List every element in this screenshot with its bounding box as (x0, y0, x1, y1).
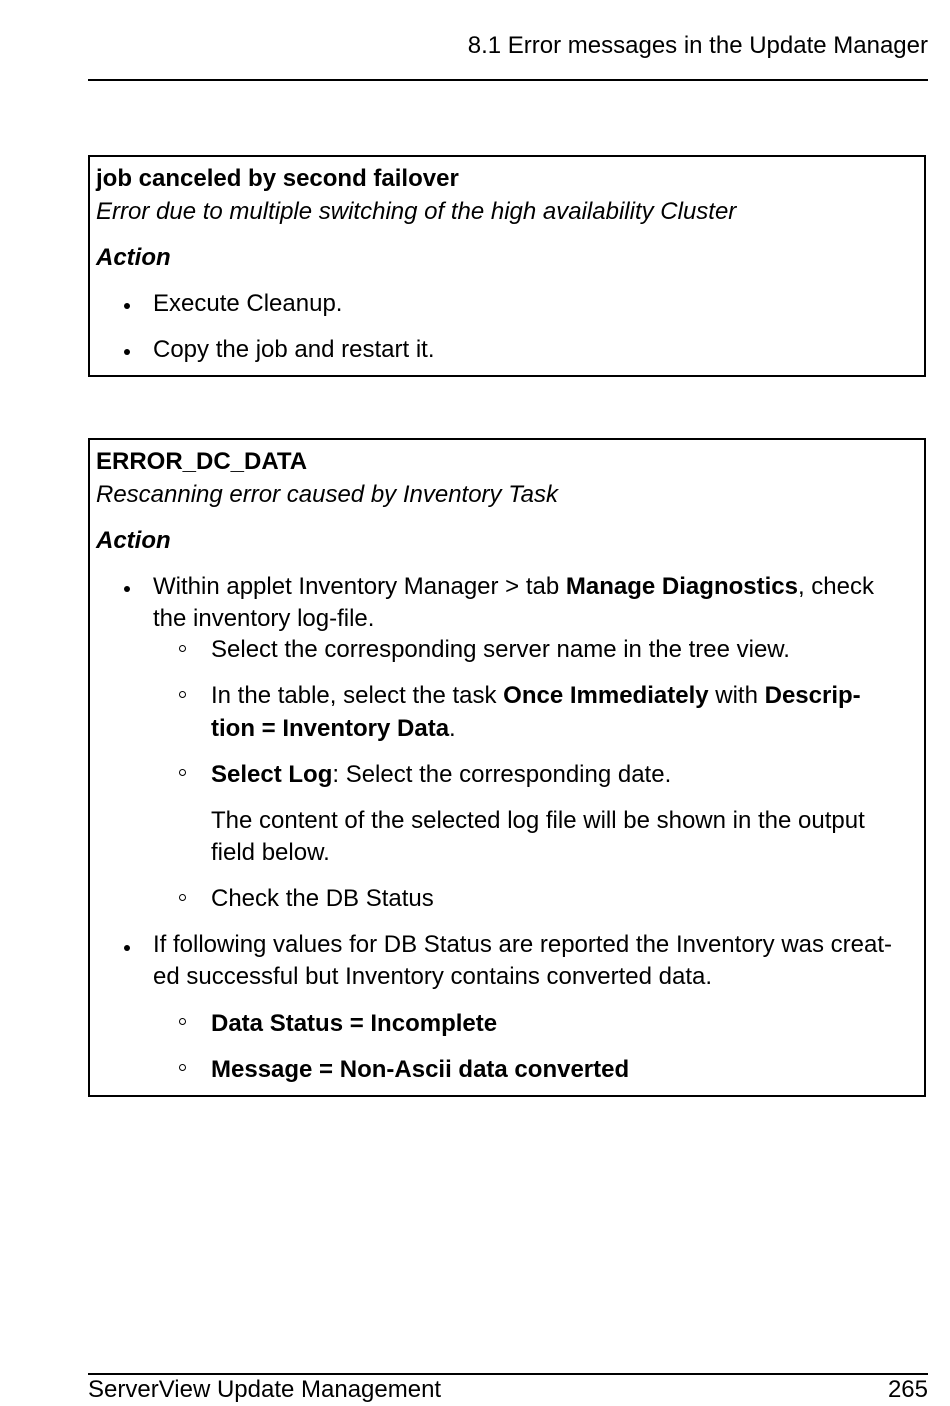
action-heading: Action (96, 527, 171, 554)
bullet-icon (124, 586, 130, 592)
sub-bullet-icon (179, 769, 186, 776)
bullet-icon (124, 303, 130, 309)
action-item-text: the inventory log-file. (153, 605, 375, 632)
sub-bullet-icon (179, 645, 186, 652)
error-description: Error due to multiple switching of the high availability Cluster (96, 198, 737, 225)
footer-doc-title: ServerView Update Management (88, 1376, 442, 1403)
page-number: 265 (887, 1376, 928, 1403)
error-description: Rescanning error caused by Inventory Task (96, 481, 559, 508)
action-item-text: ed successful but Inventory contains converted data. (153, 963, 712, 990)
action-item: Execute Cleanup. (153, 290, 343, 317)
error-title: ERROR_DC_DATA (96, 448, 308, 475)
action-item: Copy the job and restart it. (153, 336, 435, 363)
bullet-icon (124, 349, 130, 355)
sub-item: tion = Inventory Data. (211, 715, 456, 742)
header-rule (88, 79, 928, 81)
sub-item-note: The content of the selected log file will be shown in the output (211, 807, 865, 834)
sub-bullet-icon (179, 1018, 186, 1025)
sub-item: Select the corresponding server name in the tree view. (211, 636, 790, 663)
sub-item: Message = Non-Ascii data converted (211, 1056, 630, 1083)
sub-item-note: field below. (211, 839, 330, 866)
action-item-text: If following values for DB Status are reported the Inventory was creat- (153, 931, 893, 958)
sub-bullet-icon (179, 691, 186, 698)
bullet-icon (124, 945, 130, 951)
sub-bullet-icon (179, 1064, 186, 1071)
sub-item: In the table, select the task Once Immediately with Descrip- (211, 682, 861, 709)
sub-item: Select Log: Select the corresponding date. (211, 761, 672, 788)
sub-item: Data Status = Incomplete (211, 1010, 498, 1037)
action-heading: Action (96, 244, 171, 271)
running-header: 8.1 Error messages in the Update Manager (467, 32, 928, 59)
error-title: job canceled by second failover (96, 165, 459, 192)
sub-bullet-icon (179, 894, 186, 901)
action-item-text: Within applet Inventory Manager > tab Manage Diagnostics, check (153, 573, 874, 600)
sub-item: Check the DB Status (211, 885, 434, 912)
